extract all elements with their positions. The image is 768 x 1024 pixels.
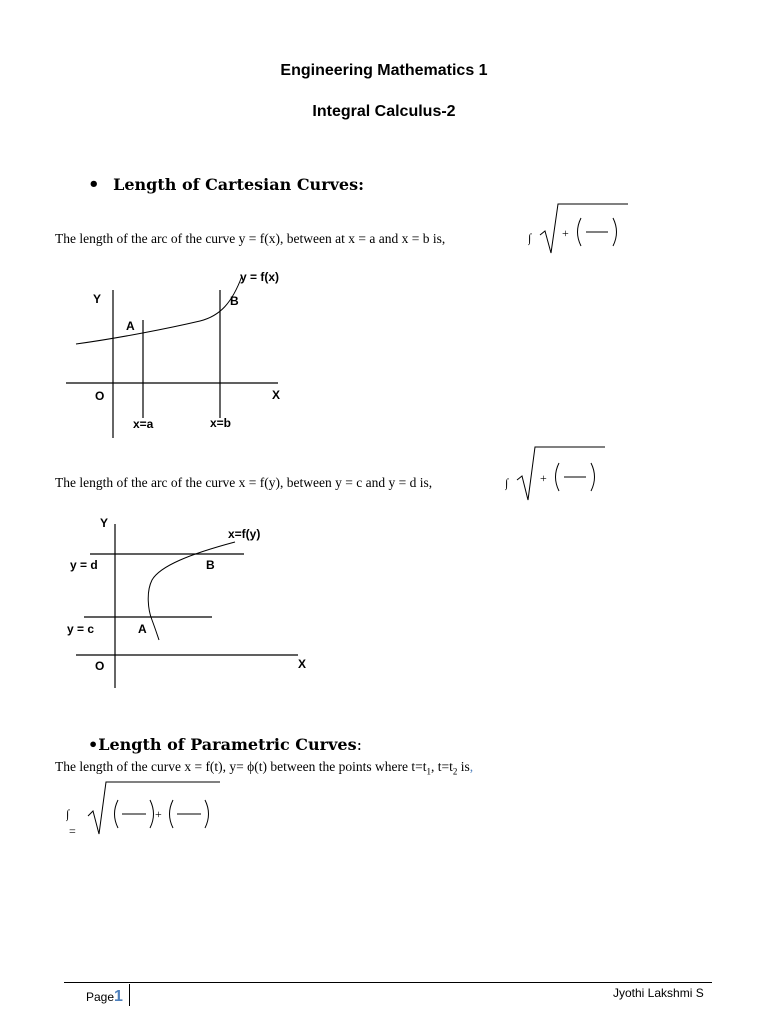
plus-sign: + xyxy=(540,471,547,485)
arc-length-formula-parametric xyxy=(66,778,226,845)
arc-length-formula-y xyxy=(505,444,609,509)
x-equals-a-label: x=a xyxy=(133,417,154,431)
page-number: 1 xyxy=(114,988,123,1005)
point-b-label: B xyxy=(206,558,215,572)
y-equals-c-label: y = c xyxy=(67,622,95,636)
arc-length-formula-x xyxy=(528,201,632,264)
subscript: 1 xyxy=(426,766,431,777)
statement-part: The length of the curve x = f(t), y= xyxy=(55,759,248,774)
statement-part: , t=t xyxy=(430,759,453,774)
bullet-icon: • xyxy=(88,735,99,754)
plus-sign: + xyxy=(155,807,162,821)
footer-divider xyxy=(129,984,130,1006)
origin-label: O xyxy=(95,389,105,403)
author-name: Jyothi Lakshmi S xyxy=(613,986,704,1000)
figure-curve-x-of-y xyxy=(60,510,320,695)
statement-parametric xyxy=(55,759,473,777)
section-heading-text: Length of Parametric Curves xyxy=(98,735,357,754)
trailing-comma: , xyxy=(469,759,474,774)
course-title: Engineering Mathematics 1 xyxy=(280,62,488,79)
integral-sign: ∫ xyxy=(505,476,509,490)
section-heading-parametric xyxy=(88,735,362,754)
unit-title: Integral Calculus-2 xyxy=(312,103,456,120)
section-heading-cartesian xyxy=(88,174,364,195)
footer-rule xyxy=(64,982,712,983)
integral-sign: ∫ xyxy=(66,807,70,821)
subscript: 2 xyxy=(452,766,458,777)
plus-sign: + xyxy=(562,226,569,240)
figure-cartesian-curve xyxy=(60,268,310,448)
point-a-label: A xyxy=(138,622,147,636)
x-equals-b-label: x=b xyxy=(210,416,232,430)
curve-label: x=f(y) xyxy=(228,527,261,541)
statement-part: (t) between the points where t=t xyxy=(254,759,427,774)
integral-sign: ∫ xyxy=(528,231,532,245)
y-axis-label: Y xyxy=(100,516,109,530)
curve-label: y = f(x) xyxy=(240,270,280,284)
y-equals-d-label: y = d xyxy=(70,558,98,572)
x-axis-label: X xyxy=(298,657,307,671)
page-label: Page xyxy=(86,990,115,1004)
section-heading-text: Length of Cartesian Curves: xyxy=(113,175,365,194)
bullet-icon: • xyxy=(88,174,100,195)
statement-cartesian-y: The length of the arc of the curve x = f(y), between y = c and y = d is, xyxy=(55,475,433,490)
x-axis-label: X xyxy=(272,388,281,402)
origin-label: O xyxy=(95,659,105,673)
statement-part: is xyxy=(457,759,470,774)
footer-page xyxy=(86,988,123,1006)
y-axis-label: Y xyxy=(93,292,102,306)
heading-colon: : xyxy=(356,735,362,754)
point-a-label: A xyxy=(126,319,135,333)
phi-symbol: ϕ xyxy=(247,759,255,774)
lower-limit: = xyxy=(69,824,76,838)
point-b-label: B xyxy=(230,294,239,308)
statement-cartesian-x: The length of the arc of the curve y = f(x), between at x = a and x = b is, xyxy=(55,231,446,246)
